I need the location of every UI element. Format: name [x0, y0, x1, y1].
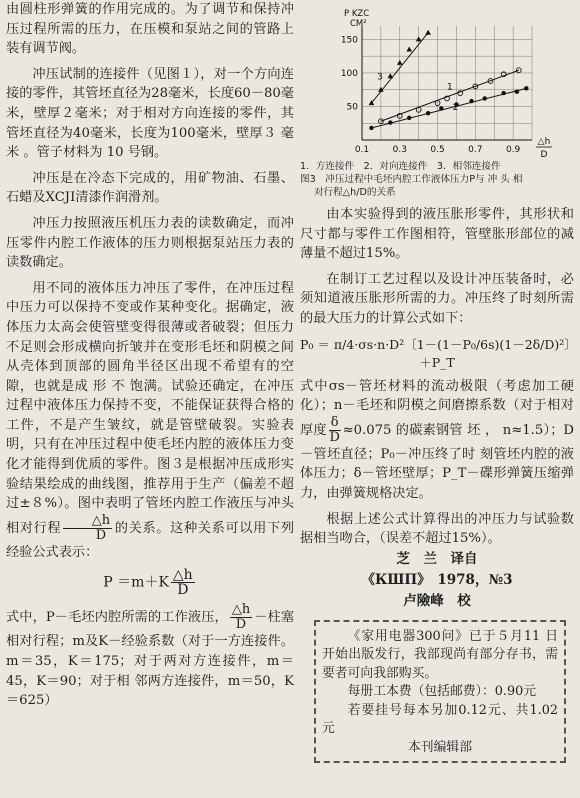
y-axis-label: CM² [350, 19, 367, 29]
paragraph-text: 的关系。这种关系可以用下列经验公式表示： [6, 520, 295, 560]
right-column [300, 0, 577, 763]
data-point [406, 46, 412, 51]
max-force-formula [300, 335, 577, 371]
fraction-dh-d [230, 603, 252, 632]
data-point [483, 96, 487, 100]
paragraph-text: ≈0.075 的碳素钢管 坯 ， n≈1.5）；D－管坯直径；P₀－冲压终了时 刻管坯内腔的液体压力；δ－管坯壁厚；P_T－碟形弹簧压缩弹力，由弹簧规格决定。 [300, 422, 574, 501]
source-credit: 《КШП》 1978，№3 [361, 571, 513, 588]
y-tick-label: 150 [340, 35, 358, 46]
curve-label: 2 [452, 102, 459, 113]
fraction-dh-d [63, 514, 112, 543]
paragraph-text: －柱塞相对行程；m及K－经验系数（对于一方连接件。m＝35，K＝175；对于两对方连接件，m＝45，K＝90；对于相 邻两方连接件，m＝50，K＝625） [6, 610, 295, 709]
figure-3-chart [300, 0, 574, 160]
fraction-numerator: △h [63, 514, 112, 529]
notice-price-registered: 若要挂号每本另加0.12元、共1.02元 [322, 702, 558, 737]
left-column [6, 0, 294, 711]
x-axis-label: D [540, 150, 548, 160]
notice-text: 《家用电器300问》已于５月11 日开始出版发行，我部现尚有部分存书，需要者可向我部购买。 [322, 628, 558, 681]
book-notice-box [314, 620, 566, 764]
paragraph-text: 式中，P－毛坯内腔所需的工作液压， [6, 610, 228, 626]
figure-caption [300, 160, 574, 199]
data-point [439, 106, 443, 110]
x-tick-label: 0.9 [505, 145, 521, 155]
fraction-numerator: △h [172, 567, 193, 584]
notice-price: 每册工本费（包括邮费）：0.90元 [347, 684, 537, 700]
data-point [469, 99, 473, 103]
x-tick-label: 0.7 [468, 145, 483, 155]
data-point [524, 86, 528, 90]
fraction-denominator: D [95, 527, 107, 543]
paragraph: 冲压是在冷态下完成的，用矿物油、石墨、石蜡及XCJI清漆作润滑剂。 [6, 170, 294, 206]
paragraph [6, 279, 294, 563]
fraction-numerator: δ [330, 414, 339, 430]
fraction-delta-d [329, 416, 341, 445]
data-point [397, 60, 403, 65]
fraction-denominator: D [329, 429, 340, 445]
paragraph: 在制订工艺过程以及设计冲压装备时，必须知道液压胀形所需的力。冲压终了时刻所需的最大压力的计算公式如下： [300, 271, 574, 326]
fraction-numerator: △h [231, 602, 251, 618]
chart-svg [300, 0, 574, 160]
formula-tail: ＋P_T [419, 354, 455, 370]
data-point [369, 126, 373, 130]
data-point [388, 120, 392, 124]
x-axis-label: △h [537, 137, 551, 147]
curve-label: 3 [377, 72, 383, 83]
data-point [426, 111, 430, 115]
data-point [425, 30, 431, 35]
translator-credit: 芝 兰 译自 [396, 550, 478, 567]
data-point [416, 36, 422, 41]
paragraph: 冲压试制的连接件（见图１），对一个方向连接的零件，其管坯直径为28毫米，长度60－80毫米，壁厚２毫米；对于相对方向连接的零件，其管坯直径为40毫米，长度为100毫米，壁厚３ 毫米 。管子材料为 10 号钢。 [6, 66, 294, 161]
caption-line: 图3 冲压过程中毛坯内腔工作液体压力P与 冲 头 相 [300, 174, 523, 185]
proofreader-credit: 卢險峰 校 [403, 592, 471, 609]
y-tick-label: 50 [346, 102, 358, 113]
paragraph: 根据上述公式计算得出的冲压力与试验数据相当吻合，（误差不超过15%）。 [300, 511, 574, 547]
paragraph [300, 377, 574, 504]
x-tick-label: 0.5 [430, 145, 445, 155]
formula-lhs: P ＝m＋K [103, 574, 169, 591]
data-point [515, 90, 519, 94]
curve-label: 1 [447, 82, 453, 93]
data-point [501, 91, 505, 95]
y-tick-label: 100 [340, 68, 358, 79]
data-point [388, 73, 394, 78]
paragraph: 冲压力按照液压机压力表的读数确定，而冲压零件内腔工作液体的压力则根据泵站压力表的读数确定。 [6, 215, 294, 271]
caption-line: 1．方连接件 2．对向连接件 3．相邻连接件 [300, 161, 501, 172]
fraction-denominator: D [177, 582, 189, 599]
paragraph [6, 603, 294, 710]
x-tick-label: 0.1 [354, 145, 370, 155]
fraction-dh-d [171, 568, 195, 597]
paragraph: 由本实验得到的液压胀形零件，其形状和尺寸都与零件工作图相符，管壁胀形部位的减薄量不超过15%。 [300, 207, 574, 262]
paragraph-text: 式中σs－管坯材料的流动极限（考虑加工硬化）；n－毛坯和阴模之间磨擦系数（对于相对厚度 [300, 378, 574, 438]
data-point [407, 116, 411, 120]
paragraph-text: 压与冲头相对行程 [6, 496, 295, 536]
caption-line: 对行程△h/D的关系 [314, 187, 396, 198]
paragraph: 由圆柱形弹簧的作用完成的。为了调节和保持冲压过程所需的压力，在压模和泵站之间的管路上装有调节阀。 [6, 2, 294, 57]
formula-main: P₀ ＝ π/4·σs·n·D²〔1－(1－P₀/6s)(1－2δ/D)²〕 [300, 336, 577, 352]
data-point [516, 68, 521, 73]
x-tick-label: 0.3 [392, 145, 407, 155]
empirical-formula [6, 568, 294, 597]
paragraph-text: 用不同的液体压力冲压了零件，在冲压过程中压力可以保持不变或作某种变化。据确定，液体压力太高会使管壁变得很薄或者破裂；但压力不足则会形成横向折皱并在变形毛坯和阴模之间从壳体到顶部的圆角半径区出现不希望有的空隙，也就是成 形 不 饱满。试验还确定，在冲压过程中液体压力保持不变，不能保证获得合格的工件，不是产生皱纹，就是管壁破裂。实验表明，只有在冲压过程中使毛坯内腔的液体压力变化才能得到优质的零件。图３是根据冲压成形实验结果绘成的曲线图，推荐用于生产（偏差不超过±８%）。图中表明了管坯内腔工作液 [6, 280, 294, 512]
y-axis-label: P KZC [344, 9, 370, 19]
notice-signature: 本刊编辑部 [408, 739, 472, 755]
fraction-denominator: D [235, 617, 247, 633]
